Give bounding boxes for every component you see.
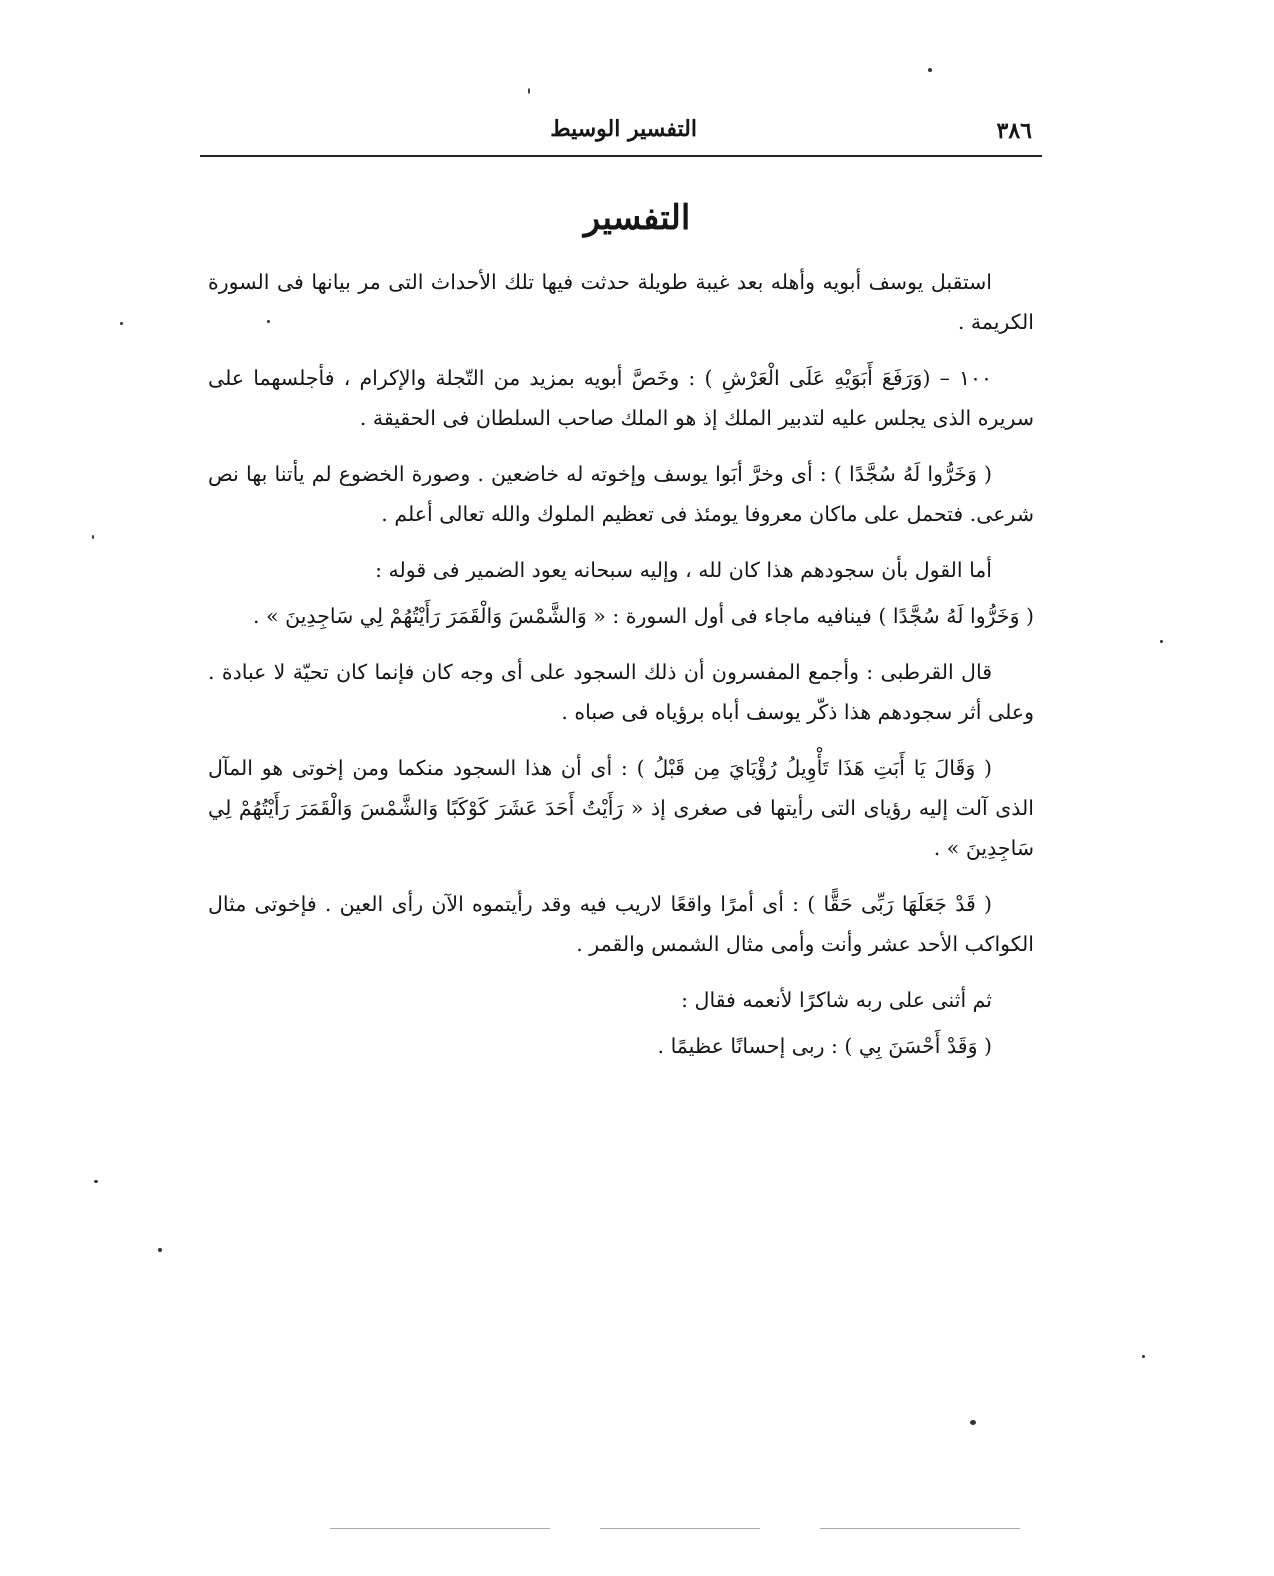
paragraph-contradiction: ( وَخَرُّوا لَهُ سُجَّدًا ) فينافيه ماجاء فى أول السورة : « وَالشَّمْسَ وَالْقَمَرَ رَأَيْتُهُمْ لِي سَاجِدِينَ » . bbox=[253, 604, 1034, 628]
section-title: التفسير bbox=[583, 198, 691, 238]
scan-speck bbox=[1142, 1355, 1145, 1358]
paragraph-made-true: ( قَدْ جَعَلَهَا رَبِّى حَقًّا ) : أى أمرًا واقعًا لاريب فيه وقد رأيتموه الآن رأى العين . فإخوتى مثال الكواكب الأحد عشر وأنت وأمى مثال الشمس والقمر . bbox=[208, 892, 1034, 956]
scan-edge-line bbox=[330, 1528, 550, 1529]
body-text bbox=[208, 262, 1034, 1082]
paragraph-opinion: أما القول بأن سجودهم هذا كان لله ، وإليه سبحانه يعود الضمير فى قوله : bbox=[375, 558, 992, 582]
scan-edge-line bbox=[600, 1528, 760, 1529]
running-title: التفسير الوسيط bbox=[550, 116, 697, 142]
scan-speck bbox=[92, 535, 94, 539]
scan-speck bbox=[970, 1420, 976, 1425]
paragraph-qurtubi: قال القرطبى : وأجمع المفسرون أن ذلك السجود على أى وجه كان فإنما كان تحيّة لا عبادة . وعلى أثر سجودهم هذا ذكّر يوسف أباه برؤياه فى صباه . bbox=[208, 660, 1034, 724]
paragraph-prostration: ( وَخَرُّوا لَهُ سُجَّدًا ) : أى وخرَّ أبَوا يوسف وإخوته له خاضعين . وصورة الخضوع لم يأتنا بها نص شرعى. فتحمل على ماكان معروفا يومئذ فى تعظيم الملوك والله تعالى أعلم . bbox=[208, 462, 1034, 526]
page-number: ٣٨٦ bbox=[996, 118, 1032, 144]
scan-speck bbox=[158, 1248, 162, 1252]
scan-edge-line bbox=[820, 1528, 1020, 1529]
paragraph-verse-100: ١٠٠ – (وَرَفَعَ أَبَوَيْهِ عَلَى الْعَرْشِ ) : وخَصَّ أبويه بمزيد من التّجلة والإكرام ، فأجلسهما على سريره الذى يجلس عليه لتدبير الملك إذ هو الملك صاحب السلطان فى الحقيقة . bbox=[208, 366, 1034, 430]
scan-speck bbox=[120, 322, 123, 325]
paragraph-beneficence: ( وَقَدْ أَحْسَنَ بِي ) : ربى إحسانًا عظيمًا . bbox=[657, 1034, 992, 1058]
scan-speck bbox=[528, 88, 530, 94]
header-rule bbox=[200, 155, 1042, 157]
scan-speck bbox=[94, 1180, 98, 1183]
scan-speck bbox=[928, 68, 932, 72]
scan-speck bbox=[267, 320, 270, 323]
paragraph-interpretation: ( وَقَالَ يَا أَبَتِ هَذَا تَأْوِيلُ رُؤْيَايَ مِن قَبْلُ ) : أى أن هذا السجود منكما ومن إخوتى هو المآل الذى آلت إليه رؤياى التى رأيتها فى صغرى إذ « رَأَيْتُ أَحَدَ عَشَرَ كَوْكَبًا وَالشَّمْسَ وَالْقَمَرَ رَأَيْتُهُمْ لِي سَاجِدِينَ » . bbox=[208, 756, 1034, 860]
scan-speck bbox=[1160, 640, 1163, 643]
paragraph-praise: ثم أثنى على ربه شاكرًا لأنعمه فقال : bbox=[681, 988, 992, 1012]
paragraph-intro: استقبل يوسف أبويه وأهله بعد غيبة طويلة حدثت فيها تلك الأحداث التى مر بيانها فى السورة الكريمة . bbox=[208, 270, 1034, 334]
page-header bbox=[200, 112, 1042, 152]
